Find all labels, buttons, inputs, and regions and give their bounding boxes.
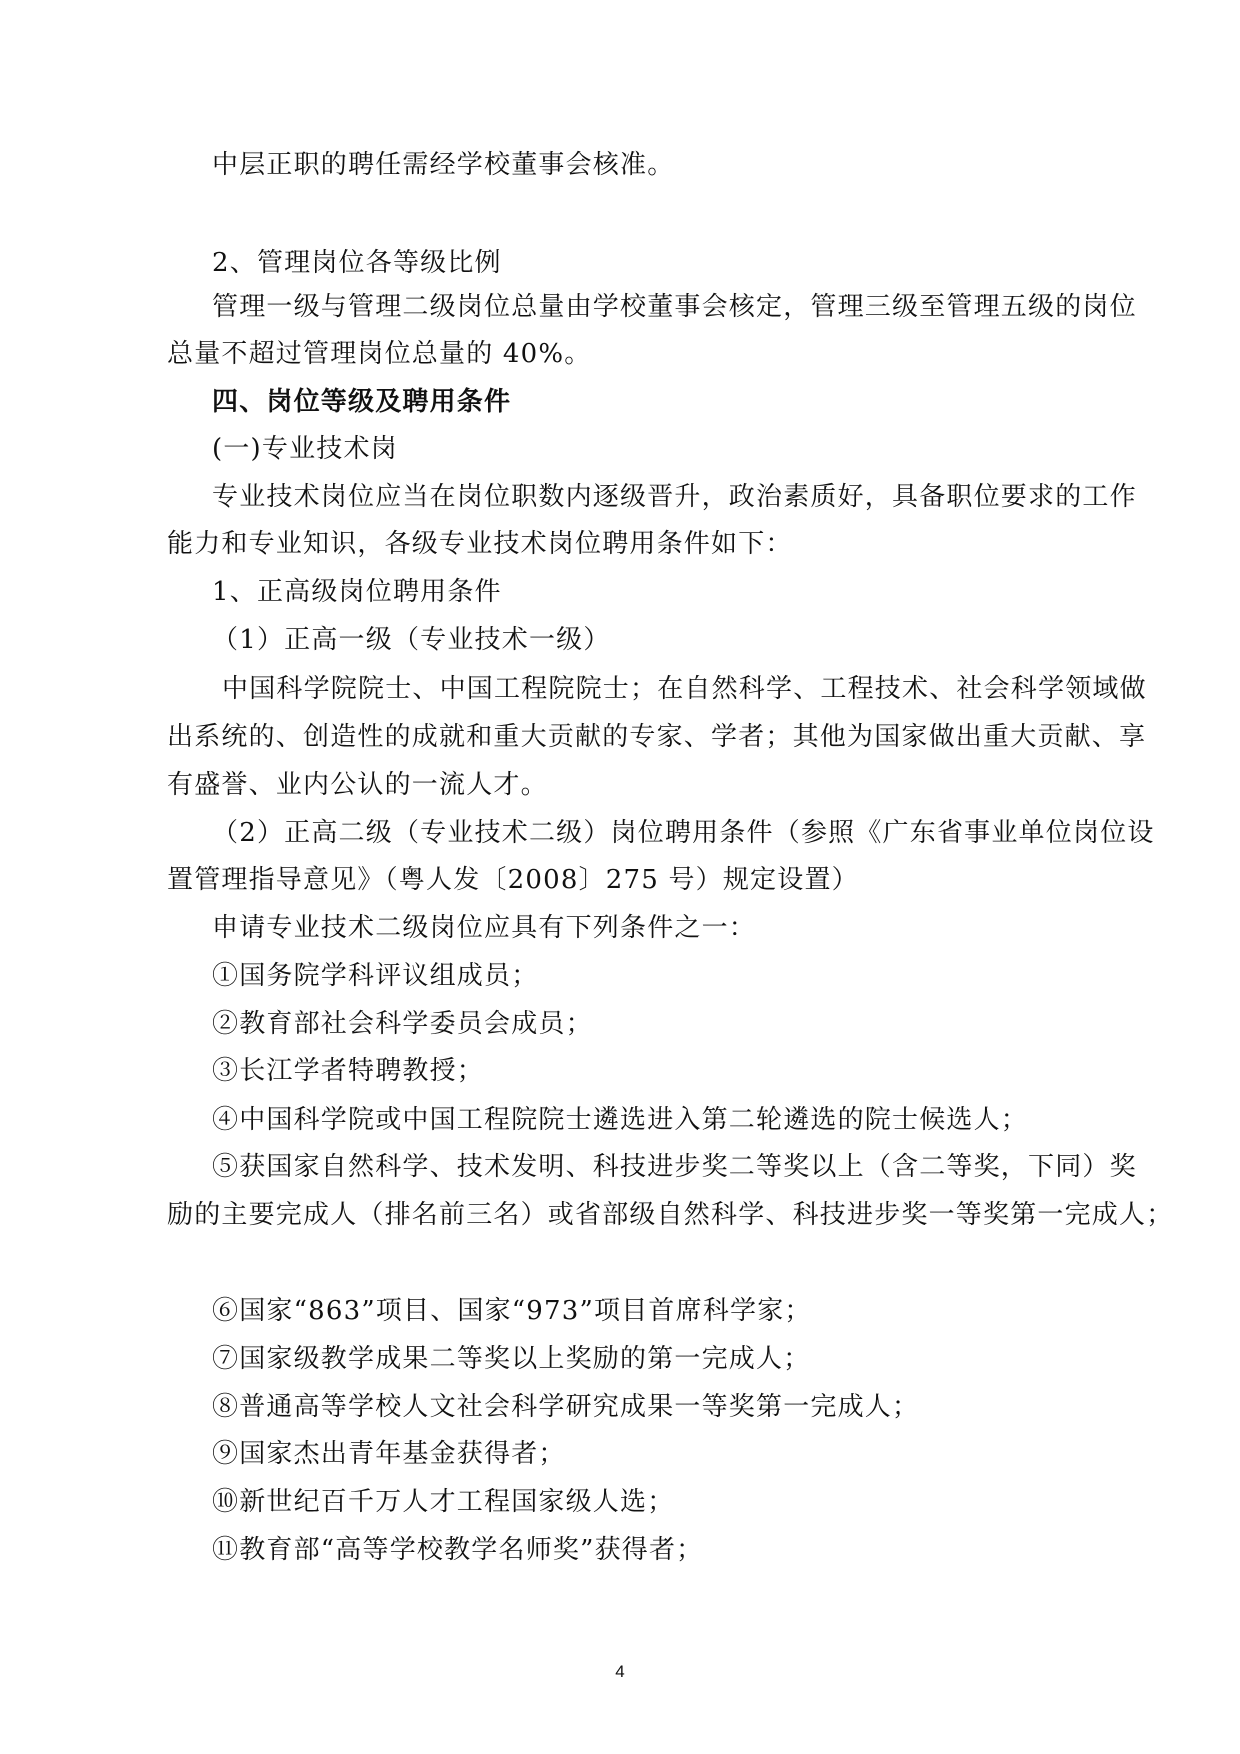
list-item-9: ⑨国家杰出青年基金获得者； (212, 1439, 566, 1469)
list-item-4: ④中国科学院或中国工程院院士遴选进入第二轮遴选的院士候选人； (212, 1105, 1029, 1135)
section-heading-4: 四、岗位等级及聘用条件 (212, 387, 512, 417)
list-item-1: ①国务院学科评议组成员； (212, 961, 539, 991)
list-item-2: ②教育部社会科学委员会成员； (212, 1009, 593, 1039)
text-line-3: 管理一级与管理二级岗位总量由学校董事会核定，管理三级至管理五级的岗位 (212, 292, 1137, 322)
page-number: 4 (615, 1662, 625, 1681)
list-item-6: ⑥国家“863”项目、国家“973”项目首席科学家； (212, 1296, 812, 1326)
subheading-senior-positions: 1、正高级岗位聘用条件 (212, 577, 502, 607)
subheading-management-ratio: 2、管理岗位各等级比例 (212, 248, 502, 278)
subheading-professional-technical: (一)专业技术岗 (212, 434, 398, 464)
text-line-1: 中层正职的聘任需经学校董事会核准。 (212, 150, 675, 180)
list-item-5-continued: 励的主要完成人（排名前三名）或省部级自然科学、科技进步奖一等奖第一完成人； (167, 1200, 1174, 1230)
list-item-7: ⑦国家级教学成果二等奖以上奖励的第一完成人； (212, 1344, 811, 1374)
text-line-13: 有盛誉、业内公认的一流人才。 (167, 770, 548, 800)
list-item-11: ⑪教育部“高等学校教学名师奖”获得者； (212, 1535, 704, 1565)
list-item-5: ⑤获国家自然科学、技术发明、科技进步奖二等奖以上（含二等奖，下同）奖 (212, 1152, 1137, 1182)
list-item-8: ⑧普通高等学校人文社会科学研究成果一等奖第一完成人； (212, 1392, 920, 1422)
text-line-4: 总量不超过管理岗位总量的 40%。 (167, 339, 592, 369)
list-item-3: ③长江学者特聘教授； (212, 1056, 485, 1086)
text-line-16: 申请专业技术二级岗位应具有下列条件之一： (212, 913, 757, 943)
text-line-12: 出系统的、创造性的成就和重大贡献的专家、学者；其他为国家做出重大贡献、享 (167, 722, 1147, 752)
subheading-senior-level-2: （2）正高二级（专业技术二级）岗位聘用条件（参照《广东省事业单位岗位设 (212, 818, 1155, 848)
text-line-8: 能力和专业知识，各级专业技术岗位聘用条件如下： (167, 529, 793, 559)
subheading-senior-level-1: （1）正高一级（专业技术一级） (212, 625, 611, 655)
text-line-11: 中国科学院院士、中国工程院院士；在自然科学、工程技术、社会科学领域做 (222, 674, 1147, 704)
text-line-7: 专业技术岗位应当在岗位职数内逐级晋升，政治素质好，具备职位要求的工作 (212, 482, 1137, 512)
list-item-10: ⑩新世纪百千万人才工程国家级人选； (212, 1487, 675, 1517)
text-line-15: 置管理指导意见》（粤人发〔2008〕275 号）规定设置） (167, 865, 859, 895)
